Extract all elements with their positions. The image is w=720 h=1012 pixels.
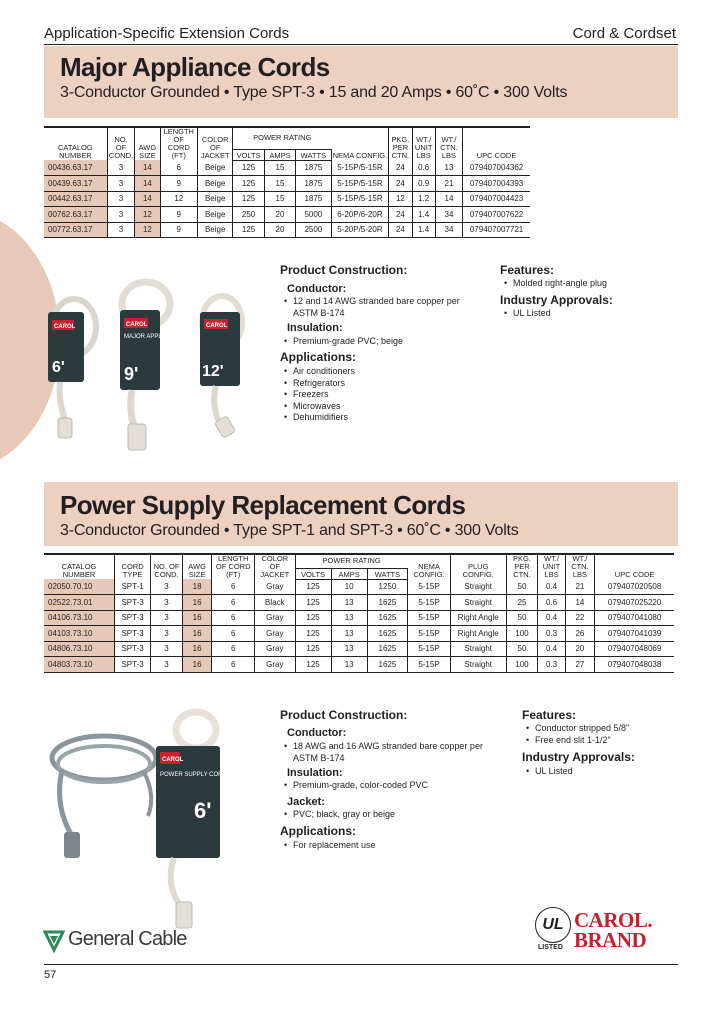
table-row	[44, 657, 674, 673]
table-cell: 20	[264, 207, 295, 223]
table-cell: 13	[331, 657, 367, 673]
col-amps: AMPS	[264, 149, 295, 160]
header-rule	[44, 44, 678, 45]
s1-conductor-list	[284, 296, 474, 319]
table-cell: 00442.63.17	[44, 191, 107, 207]
table-cell: 5-15P/5-15R	[331, 176, 389, 192]
table-cell: 125	[295, 610, 331, 626]
carol-brand-logo	[574, 910, 652, 950]
col-upc: UPC CODE	[463, 127, 530, 160]
power-supply-table	[44, 553, 674, 673]
table-cell: 0.6	[412, 160, 435, 176]
table-row	[44, 207, 530, 223]
s2-jacket-list	[284, 809, 484, 821]
s1-application-item: • Refrigerators	[284, 378, 474, 390]
s1-features-list	[504, 278, 674, 290]
s1-approvals-heading: Industry Approvals:	[500, 293, 613, 307]
table-row	[44, 176, 530, 192]
table-cell: 1.4	[412, 207, 435, 223]
table-cell: Beige	[197, 191, 232, 207]
table-cell: Beige	[197, 222, 232, 238]
length-label-1: 6'	[52, 359, 65, 376]
table-cell: 15	[264, 160, 295, 176]
table-cell: Gray	[255, 657, 295, 673]
table-row	[44, 641, 674, 657]
table-cell: 13	[331, 610, 367, 626]
table-cell: 125	[233, 222, 264, 238]
s2-features-heading: Features:	[522, 708, 577, 722]
col-pkg: PKG. PER CTN.	[506, 554, 538, 579]
table-cell: 079407041080	[595, 610, 674, 626]
table-cell: 1.2	[412, 191, 435, 207]
col-catalog: CATALOG NUMBER	[44, 127, 107, 160]
table-cell: 1625	[367, 610, 407, 626]
table-cell: 079407048038	[595, 657, 674, 673]
table-cell: 6	[212, 626, 255, 642]
table-cell: 125	[233, 191, 264, 207]
table-cell: SPT-3	[115, 595, 151, 611]
table-cell: 3	[151, 595, 183, 611]
s1-application-item: • Freezers	[284, 389, 474, 401]
table-cell: 125	[295, 641, 331, 657]
table-cell: 50	[506, 579, 538, 595]
col-pkg: PKG. PER CTN.	[389, 127, 412, 160]
table-cell: 04803.73.10	[44, 657, 115, 673]
table-cell: 27	[565, 657, 595, 673]
table-cell: SPT-3	[115, 610, 151, 626]
table-cell: 125	[233, 160, 264, 176]
brand-label-2: CAROL	[126, 322, 148, 328]
col-volts: VOLTS	[295, 568, 331, 579]
table-cell: 0.4	[538, 610, 565, 626]
table-cell: 5000	[296, 207, 331, 223]
table-cell: 14	[435, 191, 462, 207]
col-cond: NO. OF COND.	[151, 554, 183, 579]
s2-construction-heading: Product Construction:	[280, 708, 408, 722]
col-watts: WATTS	[296, 149, 331, 160]
brand-label-4: CAROL	[162, 757, 184, 763]
s2-feature-item: • Free end slit 1-1/2"	[526, 735, 686, 747]
table-cell: 5-15P/5-15R	[331, 191, 389, 207]
table-cell: 9	[160, 176, 197, 192]
table-cell: Straight	[450, 641, 506, 657]
table-row	[44, 579, 674, 595]
table-cell: 1.4	[412, 222, 435, 238]
table-cell: 125	[233, 176, 264, 192]
brand-label-3: CAROL	[206, 323, 228, 329]
table-cell: 16	[182, 657, 212, 673]
ul-logo-text: UL	[542, 916, 564, 933]
table-cell: 22	[565, 610, 595, 626]
table-cell: 6	[212, 657, 255, 673]
table-cell: 9	[160, 207, 197, 223]
col-power-rating: POWER RATING	[233, 127, 331, 149]
section1-subtitle: 3-Conductor Grounded • Type SPT-3 • 15 and 20 Amps • 60˚C • 300 Volts	[60, 84, 568, 101]
brand-label-1: CAROL	[54, 324, 76, 330]
section1-title: Major Appliance Cords	[60, 52, 330, 82]
table-cell: Beige	[197, 176, 232, 192]
s1-construction-heading: Product Construction:	[280, 263, 408, 277]
table-cell: 3	[151, 626, 183, 642]
product-9ft	[120, 282, 180, 450]
col-wt-ctn: WT./ CTN. LBS	[565, 554, 595, 579]
table-cell: 6	[212, 641, 255, 657]
s1-insulation-item: • Premium-grade PVC; beige	[284, 336, 474, 348]
table-cell: 21	[435, 176, 462, 192]
table-cell: 1875	[296, 160, 331, 176]
s1-applications-list	[284, 366, 474, 424]
s1-features-heading: Features:	[500, 263, 555, 277]
table-cell: 3	[151, 610, 183, 626]
table-cell: 16	[182, 610, 212, 626]
col-amps: AMPS	[331, 568, 367, 579]
col-wt-unit: WT./ UNIT LBS	[412, 127, 435, 160]
table-cell: 3	[107, 160, 135, 176]
table-cell: Gray	[255, 610, 295, 626]
table-cell: 02050.70.10	[44, 579, 115, 595]
table-cell: 16	[182, 641, 212, 657]
table-cell: 20	[565, 641, 595, 657]
table-cell: 3	[107, 191, 135, 207]
table-cell: 04806.73.10	[44, 641, 115, 657]
s1-feature-item: • Molded right-angle plug	[504, 278, 674, 290]
table-cell: 5-15P	[408, 641, 451, 657]
table-cell: 1625	[367, 657, 407, 673]
s2-jacket-item: • PVC; black, gray or beige	[284, 809, 484, 821]
table-cell: 24	[389, 207, 412, 223]
table-cell: 3	[151, 579, 183, 595]
col-color: COLOR OF JACKET	[255, 554, 295, 579]
table-cell: 6	[212, 595, 255, 611]
table-cell: 24	[389, 160, 412, 176]
table-cell: Gray	[255, 641, 295, 657]
table-cell: 14	[565, 595, 595, 611]
s2-conductor-heading: Conductor:	[287, 727, 347, 739]
table-cell: 079407020508	[595, 579, 674, 595]
s2-approvals-list	[526, 766, 686, 778]
table-cell: 125	[295, 579, 331, 595]
table-row	[44, 610, 674, 626]
length-label-3: 12'	[202, 363, 224, 380]
s2-insulation-list	[284, 780, 484, 792]
table-cell: 079407004362	[463, 160, 530, 176]
s2-features-list	[526, 723, 686, 746]
table-cell: 12	[389, 191, 412, 207]
table-cell: Gray	[255, 626, 295, 642]
s1-application-item: • Dehumidifiers	[284, 412, 474, 424]
s2-applications-list	[284, 840, 484, 852]
s1-insulation-heading: Insulation:	[287, 322, 343, 334]
table-cell: 1625	[367, 595, 407, 611]
col-upc: UPC CODE	[595, 554, 674, 579]
length-label-2: 9'	[124, 364, 139, 384]
table-cell: 079407007721	[463, 222, 530, 238]
table-cell: 5-15P/5-15R	[331, 160, 389, 176]
table-cell: 6	[160, 160, 197, 176]
ul-logo	[535, 907, 571, 943]
table-cell: 3	[107, 207, 135, 223]
col-length: LENGTH OF CORD (FT)	[212, 554, 255, 579]
table-cell: 21	[565, 579, 595, 595]
s1-application-item: • Air conditioners	[284, 366, 474, 378]
table-cell: 079407004423	[463, 191, 530, 207]
table-cell: 079407025220	[595, 595, 674, 611]
table-cell: 0.4	[538, 579, 565, 595]
general-cable-logo-icon	[42, 926, 66, 954]
table-cell: 14	[135, 176, 160, 192]
table-cell: 18	[182, 579, 212, 595]
table-cell: 5-15P	[408, 657, 451, 673]
s2-conductor-item: • 18 AWG and 16 AWG stranded bare copper per ASTM B-174	[284, 741, 484, 764]
table-row	[44, 160, 530, 176]
table-row	[44, 222, 530, 238]
table-cell: 12	[135, 207, 160, 223]
col-nema: NEMA CONFIG.	[408, 554, 451, 579]
table-cell: 0.6	[538, 595, 565, 611]
col-wt-unit: WT./ UNIT LBS	[538, 554, 565, 579]
table-cell: 5-15P	[408, 610, 451, 626]
ul-listed-text: LISTED	[538, 944, 563, 951]
table-cell: 6-20P/6-20R	[331, 207, 389, 223]
s1-conductor-heading: Conductor:	[287, 283, 347, 295]
major-appliance-table	[44, 126, 530, 238]
table-cell: 13	[331, 595, 367, 611]
col-wt-ctn: WT./ CTN. LBS	[435, 127, 462, 160]
table-cell: 34	[435, 222, 462, 238]
col-catalog: CATALOG NUMBER	[44, 554, 115, 579]
table-cell: 125	[295, 626, 331, 642]
table-cell: 3	[151, 657, 183, 673]
table-cell: 1875	[296, 176, 331, 192]
table-cell: 10	[331, 579, 367, 595]
product-6ft	[48, 299, 96, 438]
table-cell: 3	[107, 176, 135, 192]
table-cell: Right Angle	[450, 610, 506, 626]
table-cell: 50	[506, 610, 538, 626]
table-cell: 00436.63.17	[44, 160, 107, 176]
table-cell: 1625	[367, 626, 407, 642]
general-cable-logo-text: General Cable	[68, 928, 187, 950]
table-cell: 2500	[296, 222, 331, 238]
page-number: 57	[44, 969, 57, 981]
col-length: LENGTH OF CORD (FT)	[160, 127, 197, 160]
table-cell: 13	[331, 641, 367, 657]
table-cell: 100	[506, 657, 538, 673]
table-cell: 00772.63.17	[44, 222, 107, 238]
table-cell: 26	[565, 626, 595, 642]
table-cell: 250	[233, 207, 264, 223]
table-cell: Straight	[450, 579, 506, 595]
table-cell: Beige	[197, 207, 232, 223]
table-cell: SPT-3	[115, 626, 151, 642]
table-cell: 1875	[296, 191, 331, 207]
length-label-4: 6'	[194, 798, 212, 823]
col-awg: AWG SIZE	[182, 554, 212, 579]
table-cell: 3	[107, 222, 135, 238]
table-cell: 125	[295, 657, 331, 673]
table-row	[44, 626, 674, 642]
s2-application-item: • For replacement use	[284, 840, 484, 852]
table-cell: 5-15P	[408, 595, 451, 611]
table-cell: 14	[135, 160, 160, 176]
table-cell: 079407004393	[463, 176, 530, 192]
table-cell: 079407007622	[463, 207, 530, 223]
s1-approvals-list	[504, 308, 674, 320]
table-cell: 125	[295, 595, 331, 611]
table-cell: 25	[506, 595, 538, 611]
s1-approval-item: • UL Listed	[504, 308, 674, 320]
col-power-rating: POWER RATING	[295, 554, 408, 568]
table-cell: Straight	[450, 657, 506, 673]
table-cell: Black	[255, 595, 295, 611]
table-cell: 079407048069	[595, 641, 674, 657]
table-cell: Straight	[450, 595, 506, 611]
carol-logo-line2: BRAND	[574, 928, 647, 952]
table-cell: 0.4	[538, 641, 565, 657]
table-cell: Gray	[255, 579, 295, 595]
table-cell: 34	[435, 207, 462, 223]
table-cell: 00439.63.17	[44, 176, 107, 192]
table-cell: 13	[331, 626, 367, 642]
col-nema: NEMA CONFIG.	[331, 127, 389, 160]
table-cell: 5-20P/5-20R	[331, 222, 389, 238]
table-cell: 1250	[367, 579, 407, 595]
table-cell: 16	[182, 595, 212, 611]
footer-rule	[44, 964, 678, 965]
s2-insulation-item: • Premium-grade, color-coded PVC	[284, 780, 484, 792]
product-12ft	[200, 296, 242, 438]
table-cell: 1625	[367, 641, 407, 657]
col-plug: PLUG CONFIG.	[450, 554, 506, 579]
table-cell: 14	[135, 191, 160, 207]
carol-logo-line1: CAROL.	[574, 908, 653, 932]
product-label-4: POWER SUPPLY CORDS	[160, 772, 231, 778]
s2-jacket-heading: Jacket:	[287, 796, 325, 808]
s1-application-item: • Microwaves	[284, 401, 474, 413]
s2-insulation-heading: Insulation:	[287, 767, 343, 779]
table-cell: 02522.73.01	[44, 595, 115, 611]
section2-title: Power Supply Replacement Cords	[60, 490, 466, 520]
table-cell: 6	[212, 579, 255, 595]
table-cell: 0.3	[538, 657, 565, 673]
table-cell: 5-15P	[408, 579, 451, 595]
table-cell: 50	[506, 641, 538, 657]
product-boxed-cord	[156, 712, 231, 928]
col-color: COLOR OF JACKET	[197, 127, 232, 160]
table-cell: Beige	[197, 160, 232, 176]
table-cell: SPT-1	[115, 579, 151, 595]
s2-applications-heading: Applications:	[280, 824, 357, 838]
table-cell: 0.3	[538, 626, 565, 642]
s2-approval-item: • UL Listed	[526, 766, 686, 778]
table-cell: 3	[151, 641, 183, 657]
table-cell: 6	[212, 610, 255, 626]
table-cell: 16	[182, 626, 212, 642]
table-cell: 20	[264, 222, 295, 238]
table-cell: 15	[264, 176, 295, 192]
table-cell: 00762.63.17	[44, 207, 107, 223]
table-cell: 24	[389, 222, 412, 238]
power-supply-product-photos	[44, 706, 274, 938]
table-cell: 12	[160, 191, 197, 207]
major-appliance-product-photos	[40, 272, 260, 462]
table-cell: Right Angle	[450, 626, 506, 642]
table-row	[44, 595, 674, 611]
table-cell: 9	[160, 222, 197, 238]
table-cell: SPT-3	[115, 657, 151, 673]
col-watts: WATTS	[367, 568, 407, 579]
table-cell: 24	[389, 176, 412, 192]
table-cell: 04106.73.10	[44, 610, 115, 626]
s2-conductor-list	[284, 741, 484, 764]
s2-feature-item: • Conductor stripped 5/8"	[526, 723, 686, 735]
col-volts: VOLTS	[233, 149, 264, 160]
section2-subtitle: 3-Conductor Grounded • Type SPT-1 and SPT-3 • 60˚C • 300 Volts	[60, 522, 519, 539]
table-row	[44, 191, 530, 207]
table-cell: SPT-3	[115, 641, 151, 657]
table-cell: 5-15P	[408, 626, 451, 642]
table-cell: 079407041039	[595, 626, 674, 642]
header-section-title: Application-Specific Extension Cords	[44, 25, 290, 42]
col-cord-type: CORD TYPE	[115, 554, 151, 579]
table-cell: 0.9	[412, 176, 435, 192]
s1-insulation-list	[284, 336, 474, 348]
table-cell: 12	[135, 222, 160, 238]
s1-conductor-item: • 12 and 14 AWG stranded bare copper per ASTM B-174	[284, 296, 474, 319]
table-cell: 100	[506, 626, 538, 642]
s2-approvals-heading: Industry Approvals:	[522, 750, 635, 764]
header-category: Cord & Cordset	[572, 25, 676, 42]
product-label-2: MAJOR APPLIANCE	[124, 334, 181, 340]
table-cell: 15	[264, 191, 295, 207]
table-cell: 13	[435, 160, 462, 176]
col-awg: AWG SIZE	[135, 127, 160, 160]
s1-applications-heading: Applications:	[280, 350, 357, 364]
table-cell: 04103.73.10	[44, 626, 115, 642]
product-gray-cord	[52, 736, 156, 858]
col-cond: NO. OF COND.	[107, 127, 135, 160]
